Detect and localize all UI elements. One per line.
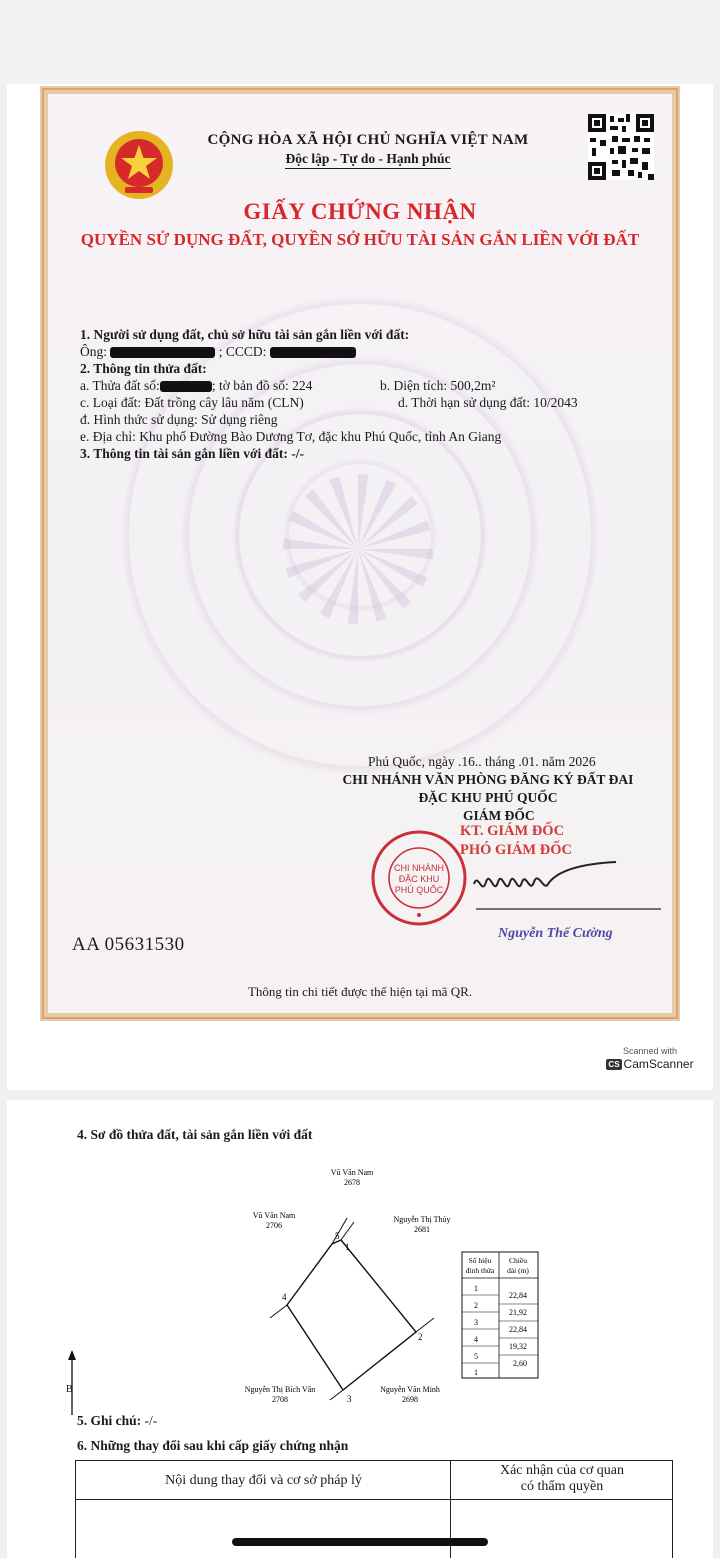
duration: d. Thời hạn sử dụng đất: 10/2043	[398, 395, 578, 410]
neighbor-bottom-left-no: 2708	[272, 1395, 288, 1404]
area: b. Diện tích: 500,2m²	[380, 378, 496, 393]
sign-deputy-label: PHÓ GIÁM ĐỐC	[460, 842, 572, 858]
certificate-serial: AA 05631530	[72, 934, 185, 955]
camscanner-scanned-with: Scanned with	[622, 1046, 678, 1056]
map-sheet: ; tờ bản đồ số: 224	[211, 378, 313, 393]
table-length: 22,84	[509, 1291, 527, 1300]
camscanner-badge	[602, 1043, 698, 1079]
parcel-row	[80, 377, 660, 394]
home-indicator[interactable]	[232, 1538, 488, 1546]
neighbor-bottom-right-no: 2698	[402, 1395, 418, 1404]
camscanner-brand-text: CamScanner	[623, 1057, 694, 1071]
corner-2: 2	[418, 1332, 423, 1342]
redacted-owner-name	[110, 347, 215, 358]
usage-form: đ. Hình thức sử dụng: Sử dụng riêng	[80, 412, 278, 427]
corner-3: 3	[347, 1394, 352, 1404]
length-table	[462, 1252, 538, 1378]
motto: Độc lập - Tự do - Hạnh phúc	[285, 151, 450, 169]
parcel-outline	[287, 1240, 416, 1390]
scanned-page-2	[7, 1100, 713, 1558]
corner-1: 1	[345, 1242, 350, 1252]
section-1-heading: 1. Người sử dụng đất, chủ sở hữu tài sản gắn liền với đất:	[80, 327, 410, 342]
table-header-length-2: dài (m)	[507, 1266, 529, 1275]
seal-line-1: CHI NHÁNH	[393, 863, 445, 873]
section-6-heading: 6. Những thay đổi sau khi cấp giấy chứng nhận	[77, 1438, 349, 1453]
table-point: 5	[474, 1352, 478, 1361]
owner-row	[80, 343, 660, 360]
table-point: 1	[474, 1368, 478, 1377]
table-length: 21,92	[509, 1308, 527, 1317]
corner-4: 4	[282, 1292, 287, 1302]
land-type-row	[80, 394, 660, 411]
qr-note: Thông tin chi tiết được thể hiện tại mã QR.	[247, 984, 473, 999]
table-length: 22,84	[509, 1325, 527, 1334]
camscanner-brand	[602, 1057, 698, 1071]
neighbor-bottom-right-name: Nguyễn Văn Minh	[380, 1385, 440, 1394]
section-5-heading: 5. Ghi chú:	[77, 1413, 142, 1428]
owner-label: Ông:	[80, 344, 107, 359]
neighbor-right-name: Nguyễn Thị Thủy	[393, 1215, 451, 1224]
camscanner-logo-icon: CS	[608, 1060, 620, 1069]
table-header-point-1: Số hiệu	[468, 1256, 492, 1265]
table-point: 2	[474, 1301, 478, 1310]
signer-name: Nguyễn Thế Cường	[498, 926, 613, 941]
sign-kt-label: KT. GIÁM ĐỐC	[460, 823, 565, 839]
scanned-page-1	[7, 84, 713, 1090]
table-length: 2,60	[513, 1359, 527, 1368]
table-length: 19,32	[509, 1342, 527, 1351]
sign-org-line-2: ĐẶC KHU PHÚ QUỐC	[418, 790, 558, 805]
qr-code-icon	[588, 114, 654, 180]
table-header-point-2: đỉnh thửa	[465, 1266, 495, 1275]
section-5-value: -/-	[144, 1413, 158, 1428]
certificate-info	[80, 326, 660, 462]
drum-watermark	[283, 474, 433, 624]
address: e. Địa chỉ: Khu phố Đường Bào Dương Tơ, đặc khu Phú Quốc, tỉnh An Giang	[80, 429, 502, 444]
certificate-subtitle: QUYỀN SỬ DỤNG ĐẤT, QUYỀN SỞ HỮU TÀI SẢN GẮN LIỀN VỚI ĐẤT	[80, 230, 640, 249]
handwritten-signature	[466, 854, 666, 914]
section-4-heading: 4. Sơ đồ thửa đất, tài sản gắn liền với đất	[77, 1127, 313, 1142]
changes-col-confirm-line-1: Xác nhận của cơ quan	[499, 1463, 624, 1478]
signature-block	[308, 754, 668, 858]
parcel-label: a. Thửa đất số:	[80, 378, 160, 393]
national-emblem-icon	[103, 129, 175, 201]
seal-line-2: ĐẶC KHU	[398, 874, 440, 884]
cccd-label: ; CCCD:	[218, 344, 267, 359]
neighbor-top-no: 2678	[344, 1178, 360, 1187]
sign-date: Phú Quốc, ngày .16.. tháng .01. năm 2026	[368, 754, 596, 769]
nation-name: CỘNG HÒA XÃ HỘI CHỦ NGHĨA VIỆT NAM	[207, 132, 529, 148]
header	[168, 132, 568, 169]
land-type: c. Loại đất: Đất trồng cây lâu năm (CLN)	[80, 395, 304, 410]
north-label: B	[66, 1384, 73, 1395]
table-header-length-1: Chiều	[509, 1256, 527, 1265]
official-seal-icon	[370, 829, 468, 927]
section-2-heading: 2. Thông tin thửa đất:	[80, 361, 207, 376]
changes-col-content-header: Nội dung thay đổi và cơ sở pháp lý	[165, 1473, 362, 1488]
certificate-sheet	[40, 86, 680, 1021]
corner-5: 5	[335, 1231, 340, 1241]
section-3-heading: 3. Thông tin tài sản gắn liền với đất: -/-	[80, 446, 305, 461]
redacted-parcel-number	[160, 381, 212, 392]
neighbor-bottom-left-name: Nguyễn Thị Bích Vân	[244, 1385, 316, 1394]
table-point: 1	[474, 1284, 478, 1293]
seal-line-3: PHÚ QUỐC	[394, 885, 444, 895]
neighbor-left-no: 2706	[266, 1221, 282, 1230]
table-point: 4	[474, 1335, 478, 1344]
sign-org-line-1: CHI NHÁNH VĂN PHÒNG ĐĂNG KÝ ĐẤT ĐAI	[342, 772, 634, 787]
neighbor-top-name: Vũ Văn Nam	[330, 1168, 374, 1177]
section-5-row	[77, 1413, 157, 1429]
north-arrow-icon	[68, 1350, 76, 1360]
table-point: 3	[474, 1318, 478, 1327]
sign-director: GIÁM ĐỐC	[463, 808, 535, 823]
neighbor-left-name: Vũ Văn Nam	[252, 1211, 296, 1220]
neighbor-right-no: 2681	[414, 1225, 430, 1234]
certificate-title: GIẤY CHỨNG NHẬN	[243, 199, 477, 224]
changes-col-confirm-header	[451, 1463, 673, 1495]
changes-col-confirm-line-2: có thẩm quyền	[520, 1479, 604, 1494]
redacted-cccd	[270, 347, 356, 358]
top-background	[0, 0, 720, 84]
